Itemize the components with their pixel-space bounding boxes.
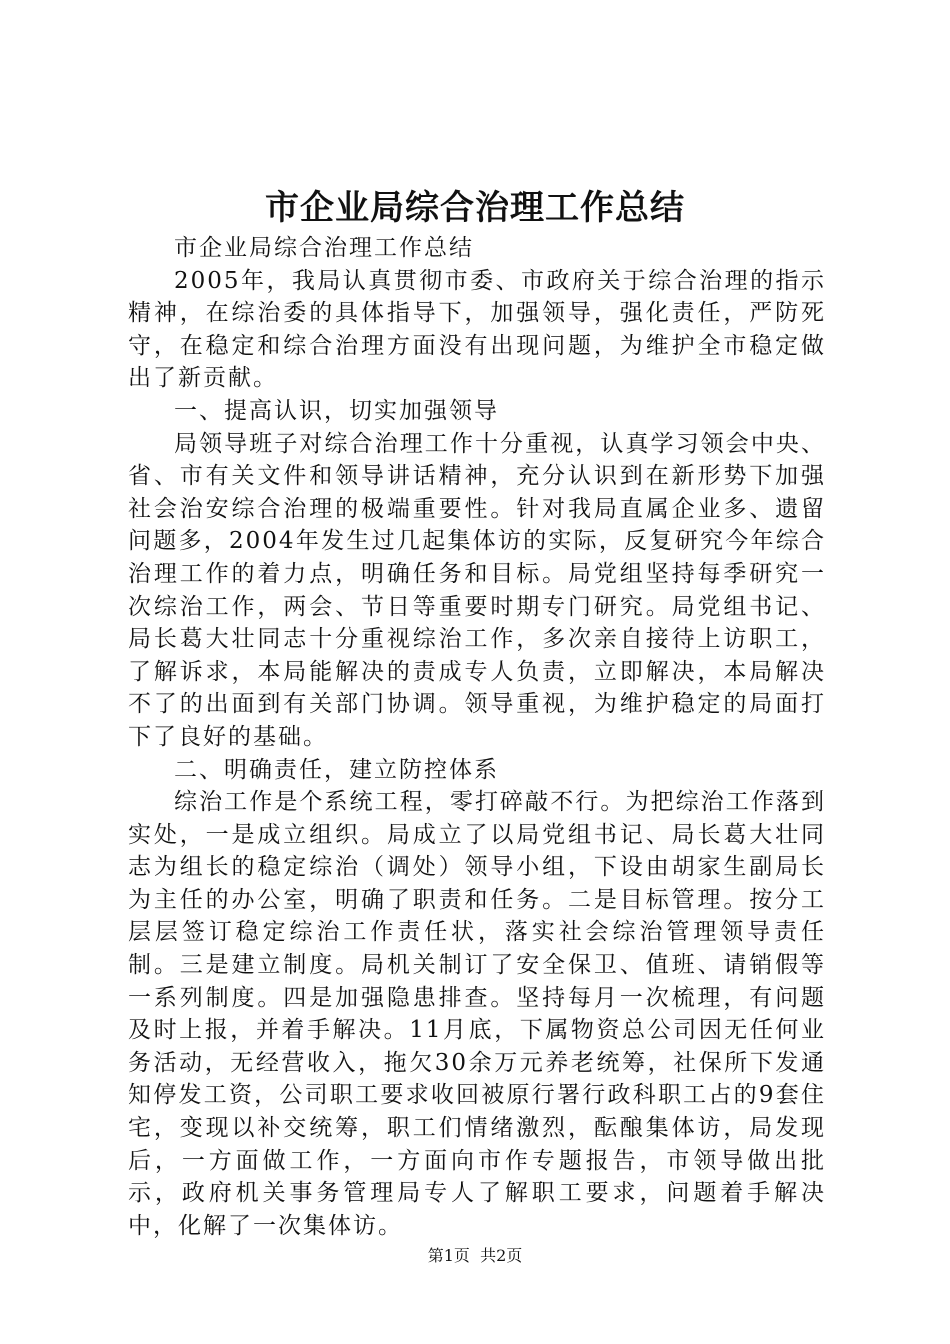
page-footer	[0, 1245, 950, 1267]
document-body	[128, 232, 826, 1242]
paragraph-subtitle: 市企业局综合治理工作总结	[174, 235, 474, 261]
page-total: 共2页	[480, 1246, 523, 1265]
paragraph-section-2: 综治工作是个系统工程，零打碎敲不行。为把综治工作落到实处，一是成立组织。局成立了以局党组书记、局长葛大壮同志为组长的稳定综治（调处）领导小组，下设由胡家生副局长为主任的办公室，明确了职责和任务。二是目标管理。按分工层层签订稳定综治工作责任状，落实社会综治管理领导责任制。三是建立制度。局机关制订了安全保卫、值班、请销假等一系列制度。四是加强隐患排查。坚持每月一次梳理，有问题及时上报，并着手解决。11月底，下属物资总公司因无任何业务活动，无经营收入，拖欠30余万元养老统筹，社保所下发通知停发工资，公司职工要求收回被原行署行政科职工占的9套住宅，变现以补交统筹，职工们情绪激烈，酝酿集体访，局发现后，一方面做工作，一方面向市作专题报告，市领导做出批示，政府机关事务管理局专人了解职工要求，问题着手解决中，化解了一次集体访。	[128, 789, 826, 1239]
page-number: 第1页	[427, 1246, 470, 1265]
paragraph-intro: 2005年，我局认真贯彻市委、市政府关于综合治理的指示精神，在综治委的具体指导下，加强领导，强化责任，严防死守，在稳定和综合治理方面没有出现问题，为维护全市稳定做出了新贡献。	[128, 267, 826, 392]
section-heading-2: 二、明确责任，建立防控体系	[174, 756, 499, 783]
document-title: 市企业局综合治理工作总结	[265, 188, 685, 228]
section-heading-1: 一、提高认识，切实加强领导	[174, 397, 499, 424]
paragraph-section-1: 局领导班子对综合治理工作十分重视，认真学习领会中央、省、市有关文件和领导讲话精神，充分认识到在新形势下加强社会治安综合治理的极端重要性。针对我局直属企业多、遗留问题多，2004年发生过几起集体访的实际，反复研究今年综合治理工作的着力点，明确任务和目标。局党组坚持每季研究一次综治工作，两会、节日等重要时期专门研究。局党组书记、局长葛大壮同志十分重视综治工作，多次亲自接待上访职工，了解诉求，本局能解决的责成专人负责，立即解决，本局解决不了的出面到有关部门协调。领导重视，为维护稳定的局面打下了良好的基础。	[128, 430, 826, 750]
